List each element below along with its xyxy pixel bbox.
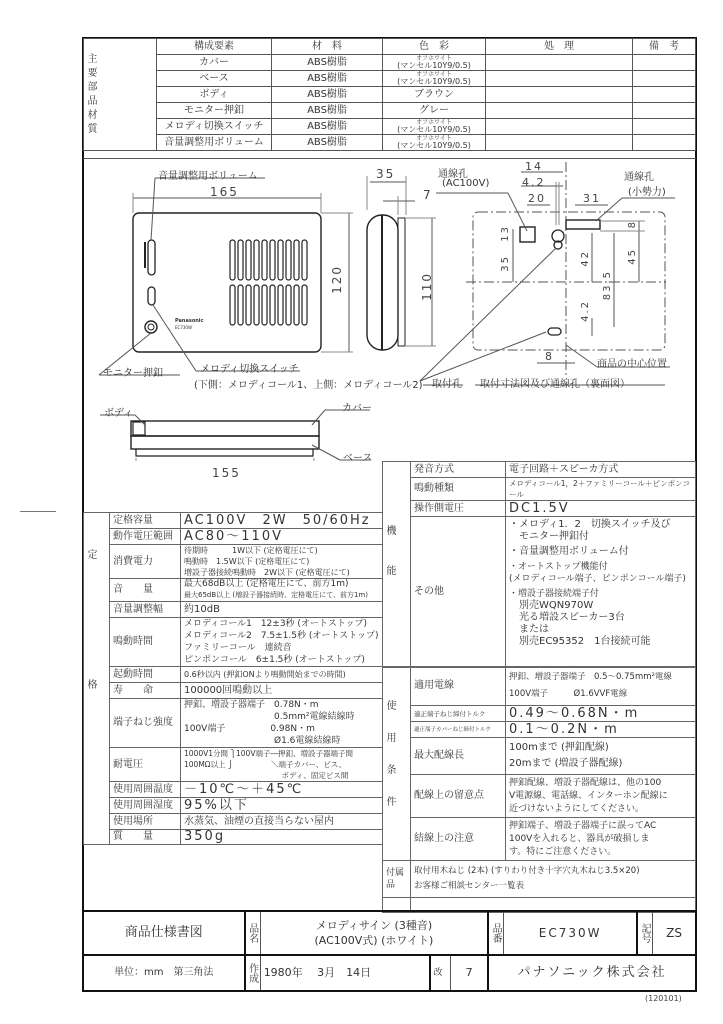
spec-label: 使用場所 (110, 814, 181, 830)
material-row (84, 135, 696, 151)
spec-value-other: ・メロディ1．2 切換スイッチ及び モニター押釦付 ・音量調整用ボリューム付 ・オートストップ機能付 (メロディコール端子、ピンポンコール端子) ・増設子器接続端子付 別売WQN970W 光る増設スピーカー3台 または 別売EC95352 1台接続可能 (506, 517, 696, 668)
function-section-label: 機能 (383, 462, 411, 668)
treatment-cell (486, 87, 633, 103)
material-name: ABS樹脂 (272, 87, 383, 103)
rating-section-label: 定格 (84, 513, 110, 845)
product-name: メロディサイン (3種音) (AC100V式) (ホワイト) (260, 911, 488, 955)
part-name: カバー (157, 55, 272, 71)
part-name: モニター押釦 (157, 103, 272, 119)
material-name: ABS樹脂 (272, 55, 383, 71)
part-name: ベース (157, 71, 272, 87)
spec-label: 寿 命 (110, 683, 181, 699)
spec-value: 押釦配線、増設子器配線は、他の100 V電源線、電話線、インターホン配線に 近づけないようにしてください。 (506, 775, 696, 818)
material-name: ABS樹脂 (272, 103, 383, 119)
spec-label: 動作電圧範囲 (110, 529, 181, 545)
usage-table (382, 666, 696, 913)
header-remarks: 備 考 (633, 39, 696, 55)
side-height-dimension: 110 (420, 272, 434, 301)
dim-31: 31 (583, 192, 601, 205)
spec-label: 適正端子カバーねじ締付トルク (411, 722, 506, 738)
height-dimension: 120 (330, 265, 344, 294)
color-cell: ブラウン (383, 87, 486, 103)
product-name-label: 品名 (245, 911, 261, 955)
center-label: 商品の中心位置 (597, 359, 667, 370)
hole-small-label: 通線孔 (624, 172, 654, 183)
revision-label: 改 (430, 955, 450, 991)
monitor-label: モニター押釦 (103, 368, 163, 379)
symbol: ZS (653, 911, 696, 955)
spec-value: AC100V 2W 50/60Hz (181, 513, 383, 529)
dim-42: 42 (580, 250, 591, 267)
hole-small-sub: (小勢力) (628, 187, 666, 198)
remarks-cell (633, 71, 696, 87)
spec-label: 耐電圧 (110, 748, 181, 782)
spec-value: 0.49～0.68N・m (506, 706, 696, 722)
material-row (84, 55, 696, 71)
color-cell: オフホワイト (マンセル10Y9/0.5) (383, 119, 486, 135)
spec-value: 最大68dB以上 (定格電圧にて、前方1m) 最大65dB以上 (増設子器接続時、定格電圧にて、前方1m) (181, 579, 383, 602)
width-dimension: 165 (210, 185, 239, 199)
spec-label: 定格容量 (110, 513, 181, 529)
hole-ac-label: 通線孔 (438, 169, 468, 180)
accessories-value: 取付用木ねじ (2本) (すりわり付き十字穴丸木ねじ3.5×20) お客様ご相談センター一覧表 (411, 861, 696, 898)
base-label: ベース (343, 453, 373, 464)
remarks-cell (633, 87, 696, 103)
depth-small-dimension: 7 (423, 188, 433, 202)
doc-code: (120101) (645, 994, 682, 1003)
material-name: ABS樹脂 (272, 71, 383, 87)
mount-hole-label: 取付孔 (432, 379, 462, 390)
spec-label: 質 量 (110, 830, 181, 845)
spec-label: 適用電線 (411, 667, 506, 706)
spec-label: 消費電力 (110, 545, 181, 579)
materials-table (83, 38, 696, 151)
melody-switch-note: (下側：メロディコール1、上側：メロディコール2) (194, 380, 423, 391)
spec-label: 操作側電圧 (411, 501, 506, 517)
dim-14: 14 (525, 160, 543, 173)
depth-dimension: 35 (376, 167, 396, 181)
doc-type: 商品仕様書図 (83, 911, 245, 955)
material-row (84, 103, 696, 119)
spec-label: 鳴動種類 (411, 478, 506, 501)
revision-number: 7 (451, 955, 489, 991)
spec-label: 結線上の注意 (411, 818, 506, 861)
color-cell: オフホワイト (マンセル10Y9/0.5) (383, 135, 486, 151)
spec-value: 水蒸気、油煙の直接当らない屋内 (181, 814, 383, 830)
dim-83-5: 83.5 (602, 270, 613, 301)
part-name: ボディ (157, 87, 272, 103)
material-name: ABS樹脂 (272, 119, 383, 135)
part-name: 音量調整用ボリューム (157, 135, 272, 151)
spec-label: 音量調整幅 (110, 602, 181, 618)
remarks-cell (633, 119, 696, 135)
units-note: 単位：mm 第三角法 (83, 955, 245, 991)
title-block (82, 910, 697, 992)
spec-value: メロディコール1 12±3秒 (オートストップ) メロディコール2 7.5±1.5秒 (オートストップ) ファミリーコール 連続音 ピンポンコール 6±1.5秒 (オートストップ) (181, 618, 383, 667)
spec-value: 押釦、増設子器端子 0.5～0.75mm²電線 100V端子 Ø1.6VVF電線 (506, 667, 696, 706)
remarks-cell (633, 103, 696, 119)
spec-value: メロディコール1，2＋ファミリーコール＋ピンポンコール (506, 478, 696, 501)
technical-drawing (83, 159, 696, 461)
spec-label: 起動時間 (110, 667, 181, 683)
spec-label: 使用周囲温度 (110, 782, 181, 798)
dim-35: 35 (500, 255, 511, 272)
material-row (84, 119, 696, 135)
usage-section-label: 使用条件 (383, 667, 411, 861)
material-row (84, 71, 696, 87)
spec-value: DC1.5V (506, 501, 696, 517)
spec-label: 適正端子ねじ締付トルク (411, 706, 506, 722)
melody-switch-label: メロディ切換スイッチ (200, 364, 299, 375)
dim-4-2-top: 4.2 (522, 176, 546, 189)
spec-value: 1000V1分間 ⎫100V端子―押釦、増設子器端子間 100MΩ以上 ⎭ ＼端子カバー、ビス、 ボディ、固定ビス間 (181, 748, 383, 782)
color-cell: オフホワイト (マンセル10Y9/0.5) (383, 71, 486, 87)
material-row (84, 87, 696, 103)
spec-label: 鳴動時間 (110, 618, 181, 667)
function-table (382, 461, 696, 668)
dim-45: 45 (627, 248, 638, 265)
spec-value: 100mまで (押釦配線) 20mまで (増設子器配線) (506, 738, 696, 775)
treatment-cell (486, 103, 633, 119)
spec-value: 95%以下 (181, 798, 383, 814)
header-color: 色 彩 (383, 39, 486, 55)
spec-label: 配線上の留意点 (411, 775, 506, 818)
body-label: ボディ (104, 408, 134, 419)
materials-section-label: 主要部品材質 (84, 39, 157, 151)
remarks-cell (633, 135, 696, 151)
treatment-cell (486, 55, 633, 71)
color-cell: オフホワイト (マンセル10Y9/0.5) (383, 55, 486, 71)
created-label: 作成 (245, 955, 261, 991)
dim-4-2-bottom: 4.2 (580, 300, 591, 322)
rating-table (83, 512, 383, 845)
spec-value: 約10dB (181, 602, 383, 618)
spec-value: 350g (181, 830, 383, 845)
spec-value: 待期時 1W以下 (定格電圧にて) 鳴動時 1.5W以下 (定格電圧にて) 増設子器接続鳴動時 2W以下 (定格電圧にて) (181, 545, 383, 579)
accessories-label: 付属品 (383, 861, 411, 898)
spec-value: 押釦、増設子器端子 0.78N・m 0.5mm²電線結線時 100V端子 0.98N・m Ø1.6電線結線時 (181, 699, 383, 748)
part-name: メロディ切換スイッチ (157, 119, 272, 135)
volume-label: 音量調整用ボリューム (158, 171, 258, 182)
product-number-label: 品番 (488, 911, 504, 955)
created-date: 1980年 3月 14日 (260, 955, 430, 991)
spec-label: 音 量 (110, 579, 181, 602)
spec-value: 100000回鳴動以上 (181, 683, 383, 699)
product-number: EC730W (504, 911, 637, 955)
material-name: ABS樹脂 (272, 135, 383, 151)
company-name: パナソニック株式会社 (488, 955, 696, 991)
margin-mark (20, 511, 56, 512)
color-cell: グレー (383, 103, 486, 119)
remarks-cell (633, 55, 696, 71)
spec-label: 使用周囲湿度 (110, 798, 181, 814)
treatment-cell (486, 71, 633, 87)
bottom-width-dimension: 155 (212, 466, 241, 480)
symbol-label: 記号 (637, 911, 653, 955)
dim-13: 13 (500, 225, 511, 242)
spec-label: 発音方式 (411, 462, 506, 478)
model-print: EC730W (175, 325, 192, 330)
spec-value: 0.1～0.2N・m (506, 722, 696, 738)
spec-value: AC80～110V (181, 529, 383, 545)
spec-label: 端子ねじ強度 (110, 699, 181, 748)
spec-value: 0.6秒以内 (押釦ONより鳴動開始までの時間) (181, 667, 383, 683)
back-view-caption: 取付寸法図及び通線孔（裏面図） (480, 379, 630, 390)
brand-logo: Panasonic (175, 318, 204, 324)
spec-label-other: その他 (411, 517, 506, 668)
header-treatment: 処 理 (486, 39, 633, 55)
header-material: 材 料 (272, 39, 383, 55)
spec-value: 押釦端子、増設子器端子に誤ってAC 100Vを入れると、器具が破損しま す。特にご注意ください。 (506, 818, 696, 861)
treatment-cell (486, 135, 633, 151)
dim-20: 20 (528, 192, 546, 205)
hole-ac-sub: (AC100V) (442, 178, 490, 189)
treatment-cell (486, 119, 633, 135)
spec-label: 最大配線長 (411, 738, 506, 775)
dim-8-right: 8 (627, 220, 638, 229)
spec-value: －10℃～＋45℃ (181, 782, 383, 798)
spec-value: 電子回路＋スピーカ方式 (506, 462, 696, 478)
cover-label: カバー (342, 403, 372, 414)
dim-8-bottom: 8 (545, 350, 554, 363)
header-part: 構成要素 (157, 39, 272, 55)
